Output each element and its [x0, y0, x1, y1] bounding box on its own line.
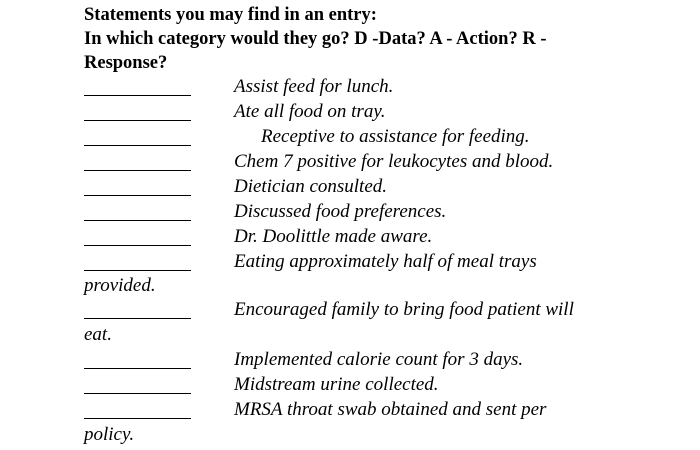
- statement-9-continued: eat.: [84, 324, 112, 345]
- statement-1: Assist feed for lunch.: [234, 76, 394, 97]
- answer-blank-2[interactable]: [84, 120, 191, 121]
- answer-blank-4[interactable]: [84, 170, 191, 171]
- answer-blank-6[interactable]: [84, 220, 191, 221]
- answer-blank-12[interactable]: [84, 418, 191, 419]
- answer-blank-9[interactable]: [84, 318, 191, 319]
- heading-line-3: Response?: [84, 53, 168, 73]
- heading-line-2: In which category would they go? D -Data? A - Action? R -: [84, 29, 547, 49]
- answer-blank-10[interactable]: [84, 368, 191, 369]
- statement-9: Encouraged family to bring food patient will: [234, 299, 574, 320]
- heading-line-1: Statements you may find in an entry:: [84, 5, 377, 25]
- answer-blank-3[interactable]: [84, 145, 191, 146]
- answer-blank-5[interactable]: [84, 195, 191, 196]
- statement-3: Receptive to assistance for feeding.: [261, 126, 530, 147]
- statement-6: Discussed food preferences.: [234, 201, 447, 222]
- answer-blank-11[interactable]: [84, 393, 191, 394]
- statement-5: Dietician consulted.: [234, 176, 388, 197]
- statement-4: Chem 7 positive for leukocytes and blood.: [234, 151, 554, 172]
- statement-2: Ate all food on tray.: [234, 101, 386, 122]
- statement-8: Eating approximately half of meal trays: [234, 251, 537, 272]
- statement-7: Dr. Doolittle made aware.: [234, 226, 433, 247]
- statement-11: Midstream urine collected.: [234, 374, 439, 395]
- statement-12: MRSA throat swab obtained and sent per: [234, 399, 547, 420]
- statement-10: Implemented calorie count for 3 days.: [234, 349, 524, 370]
- answer-blank-8[interactable]: [84, 270, 191, 271]
- statement-8-continued: provided.: [84, 275, 156, 296]
- statement-12-continued: policy.: [84, 424, 135, 445]
- answer-blank-7[interactable]: [84, 245, 191, 246]
- answer-blank-1[interactable]: [84, 95, 191, 96]
